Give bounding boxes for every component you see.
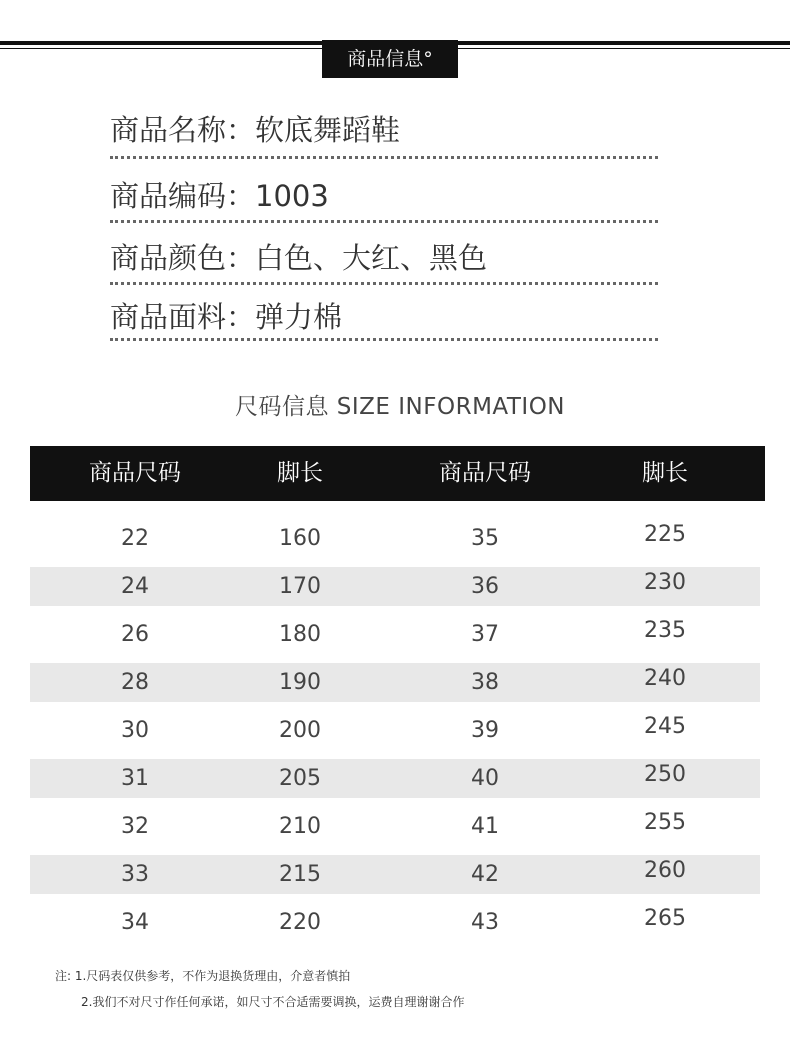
- cell-length-2: 240: [644, 666, 686, 691]
- product-material-row: [110, 295, 658, 341]
- notes: [55, 963, 464, 1015]
- size-info-title: 尺码信息 SIZE INFORMATION: [234, 394, 566, 420]
- cell-size-2: 37: [471, 622, 499, 647]
- cell-size-2: 36: [471, 574, 499, 599]
- product-material-value: 弹力棉: [255, 300, 343, 334]
- table-row: [30, 711, 760, 750]
- cell-size-2: 41: [471, 814, 499, 839]
- product-color-row: [110, 236, 658, 285]
- cell-size-2: 38: [471, 670, 499, 695]
- table-row: [30, 615, 760, 654]
- cell-length-1: 180: [279, 622, 321, 647]
- product-material-label: 商品面料：: [110, 300, 256, 334]
- cell-size-1: 30: [121, 718, 149, 743]
- cell-length-2: 265: [644, 906, 686, 931]
- product-name-label: 商品名称：: [110, 113, 256, 147]
- cell-length-1: 190: [279, 670, 321, 695]
- cell-length-2: 225: [644, 522, 686, 547]
- cell-size-1: 32: [121, 814, 149, 839]
- cell-length-2: 260: [644, 858, 686, 883]
- cell-length-1: 160: [279, 526, 321, 551]
- cell-length-2: 230: [644, 570, 686, 595]
- table-row: [30, 855, 760, 894]
- product-name-row: [110, 108, 658, 159]
- cell-length-2: 255: [644, 810, 686, 835]
- cell-size-1: 22: [121, 526, 149, 551]
- table-row: [30, 567, 760, 606]
- header-size-1: 商品尺码: [89, 460, 181, 486]
- cell-size-1: 28: [121, 670, 149, 695]
- product-color-label: 商品颜色：: [110, 241, 256, 275]
- cell-size-2: 35: [471, 526, 499, 551]
- cell-length-2: 235: [644, 618, 686, 643]
- cell-length-1: 210: [279, 814, 321, 839]
- product-name-value: 软底舞蹈鞋: [255, 113, 401, 147]
- cell-size-2: 39: [471, 718, 499, 743]
- product-color-value: 白色、大红、黑色: [255, 241, 488, 275]
- note-line-2: 2.我们不对尺寸作任何承诺，如尺寸不合适需要调换，运费自理谢谢合作: [81, 995, 465, 1009]
- header-length-2: 脚长: [642, 460, 688, 486]
- cell-length-2: 250: [644, 762, 686, 787]
- section-header-label: 商品信息°: [322, 40, 458, 78]
- table-row: [30, 759, 760, 798]
- cell-size-2: 42: [471, 862, 499, 887]
- cell-size-1: 31: [121, 766, 149, 791]
- cell-size-1: 24: [121, 574, 149, 599]
- cell-size-1: 34: [121, 910, 149, 935]
- cell-size-1: 33: [121, 862, 149, 887]
- header-size-2: 商品尺码: [439, 460, 531, 486]
- size-table-header: [30, 446, 765, 501]
- note-line-1: 注: 1.尺码表仅供参考，不作为退换货理由，介意者慎拍: [55, 969, 351, 983]
- table-row: [30, 903, 760, 942]
- cell-length-1: 170: [279, 574, 321, 599]
- cell-length-2: 245: [644, 714, 686, 739]
- table-row: [30, 807, 760, 846]
- product-code-label: 商品编码：: [110, 179, 256, 213]
- cell-size-1: 26: [121, 622, 149, 647]
- table-row: [30, 519, 760, 558]
- cell-size-2: 43: [471, 910, 499, 935]
- table-row: [30, 663, 760, 702]
- cell-length-1: 215: [279, 862, 321, 887]
- cell-length-1: 205: [279, 766, 321, 791]
- cell-length-1: 220: [279, 910, 321, 935]
- cell-length-1: 200: [279, 718, 321, 743]
- product-code-row: [110, 174, 658, 223]
- cell-size-2: 40: [471, 766, 499, 791]
- product-code-value: 1003: [255, 179, 329, 213]
- header-length-1: 脚长: [277, 460, 323, 486]
